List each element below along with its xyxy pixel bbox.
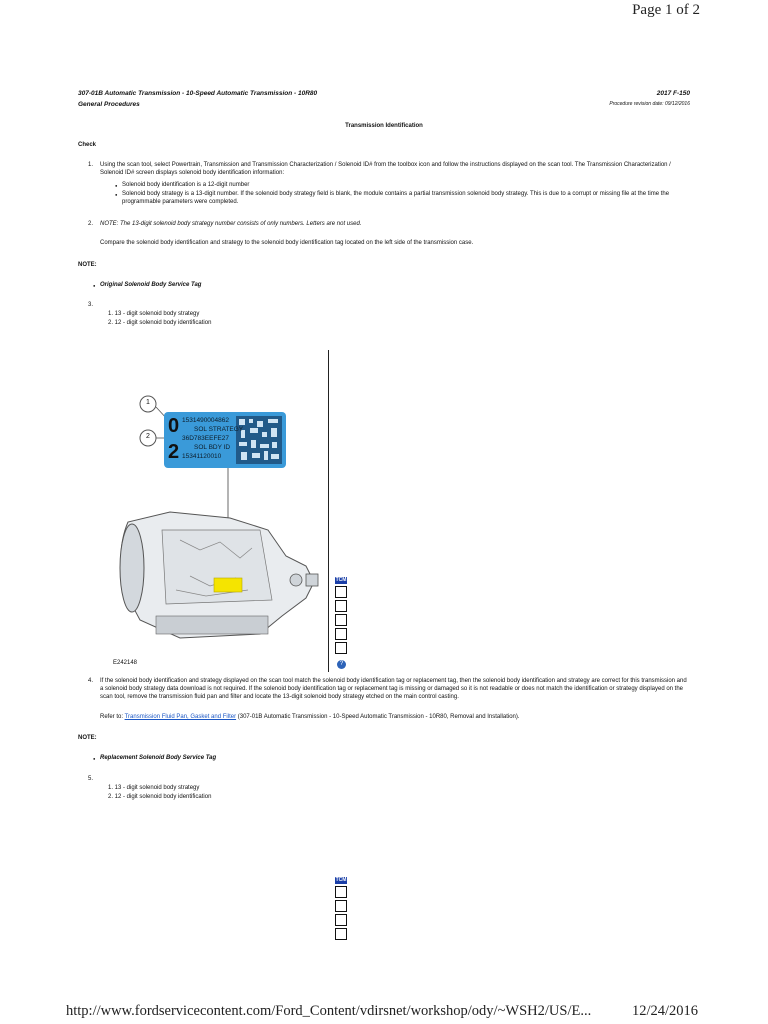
step-3-item-2: 2. 12 - digit solenoid body identification	[108, 320, 212, 326]
fluid-pan-link[interactable]: Transmission Fluid Pan, Gasket and Filter	[124, 714, 237, 720]
step-3-number: 3.	[88, 302, 94, 308]
step-2-note: NOTE: The 13-digit solenoid body strategy number consists of only numbers. Letters are not used.	[100, 221, 362, 227]
refer-to-label: Refer to:	[100, 714, 124, 720]
toolbar-slot-2[interactable]	[335, 600, 347, 612]
toolbar2-slot-1[interactable]	[335, 886, 347, 898]
step-1-number: 1.	[88, 162, 94, 168]
check-label: Check	[78, 142, 97, 148]
toolbar2-slot-4[interactable]	[335, 928, 347, 940]
toolbar-slot-5[interactable]	[335, 642, 347, 654]
source-url: http://www.fordservicecontent.com/Ford_Content/vdirsnet/workshop/ody/~WSH2/US/E...	[66, 1003, 592, 1019]
tag-digit-2: 2	[168, 441, 180, 463]
step-4-reference	[100, 713, 690, 721]
callout-2: 2	[146, 433, 150, 440]
step-5-item-2: 2. 12 - digit solenoid body identification	[108, 794, 212, 800]
procedure-title: Transmission Identification	[345, 123, 423, 129]
step-1-bullet-1: ● Solenoid body identification is a 12-digit number	[122, 181, 690, 189]
tag-digit-1: 0	[168, 415, 180, 437]
toolbar2-slot-3[interactable]	[335, 914, 347, 926]
tag-serial: 15341120010	[182, 453, 222, 460]
step-5-item-1: 1. 13 - digit solenoid body strategy	[108, 785, 200, 791]
step-2-compare: Compare the solenoid body identification and strategy to the solenoid body identification tag located on the left side of the transmission case.	[100, 240, 474, 246]
page-number: Page 1 of 2	[632, 2, 700, 18]
doc-subtitle: General Procedures	[78, 101, 140, 108]
reference-tail: (307-01B Automatic Transmission - 10-Speed Automatic Transmission - 10R80, Removal and Installation).	[237, 714, 520, 720]
figure-id: E242148	[113, 660, 138, 666]
toolbar-slot-3[interactable]	[335, 614, 347, 626]
help-icon[interactable]: ?	[337, 660, 346, 669]
toolbar2-slot-2[interactable]	[335, 900, 347, 912]
tag-strategy-label: SOL STRATEGY	[194, 426, 244, 433]
print-date: 12/24/2016	[631, 1003, 698, 1019]
note-2-label: NOTE:	[78, 735, 97, 741]
revision-date: Procedure revision date: 09/12/2016	[609, 101, 690, 107]
tcm-icon-2[interactable]: TCM	[335, 877, 347, 883]
step-5-number: 5.	[88, 776, 94, 782]
figure-toolbar	[335, 577, 347, 667]
callout-1: 1	[146, 399, 150, 406]
tag-id-label: SOL BDY ID	[194, 444, 231, 451]
tcm-icon[interactable]: TCM	[335, 577, 347, 583]
step-1-bullet-2: ● Solenoid body strategy is a 13-digit number. If the solenoid body strategy field is blank, the module contains a partial transmission solenoid body strategy. This is due to a corrupt or missing file at the time the programmable parameters were completed.	[122, 190, 690, 206]
tag-strategy-number: 1531490004862	[182, 417, 229, 424]
step-2-number: 2.	[88, 221, 94, 227]
figure-toolbar-2	[335, 877, 347, 942]
section-title: 307-01B Automatic Transmission - 10-Speed Automatic Transmission - 10R80	[78, 90, 318, 97]
step-4-text: If the solenoid body identification and strategy displayed on the scan tool match the solenoid body identification tag or replacement tag, then the solenoid body identification and strategy are correct for this transmission and a solenoid body strategy data download is not required. If the solenoid body identification tag or replacement tag is missing or damaged so it is not readable or does not match the identification or strategy displayed on the scan tool, remove the transmission fluid pan and filter and locate the 13-digit solenoid body strategy etched on the main control casting.	[100, 678, 687, 700]
tag-id-number: 36D783EEFE27	[182, 435, 229, 442]
step-3-item-1: 1. 13 - digit solenoid body strategy	[108, 311, 200, 317]
note-1-label: NOTE:	[78, 262, 97, 268]
vehicle-model: 2017 F-150	[656, 90, 690, 97]
solenoid-body-tag	[164, 412, 284, 468]
step-1-text: Using the scan tool, select Powertrain, Transmission and Transmission Characterization / Solenoid ID# from the toolbox icon and follow the instructions displayed on the scan tool. The Transmission Characterization / Solenoid ID# screen displays solenoid body identification information:	[100, 162, 671, 176]
toolbar-slot-4[interactable]	[335, 628, 347, 640]
note-2-item: ● Replacement Solenoid Body Service Tag	[100, 754, 216, 762]
toolbar-slot-1[interactable]	[335, 586, 347, 598]
note-1-item: ● Original Solenoid Body Service Tag	[100, 281, 201, 289]
step-4-number: 4.	[88, 678, 94, 684]
